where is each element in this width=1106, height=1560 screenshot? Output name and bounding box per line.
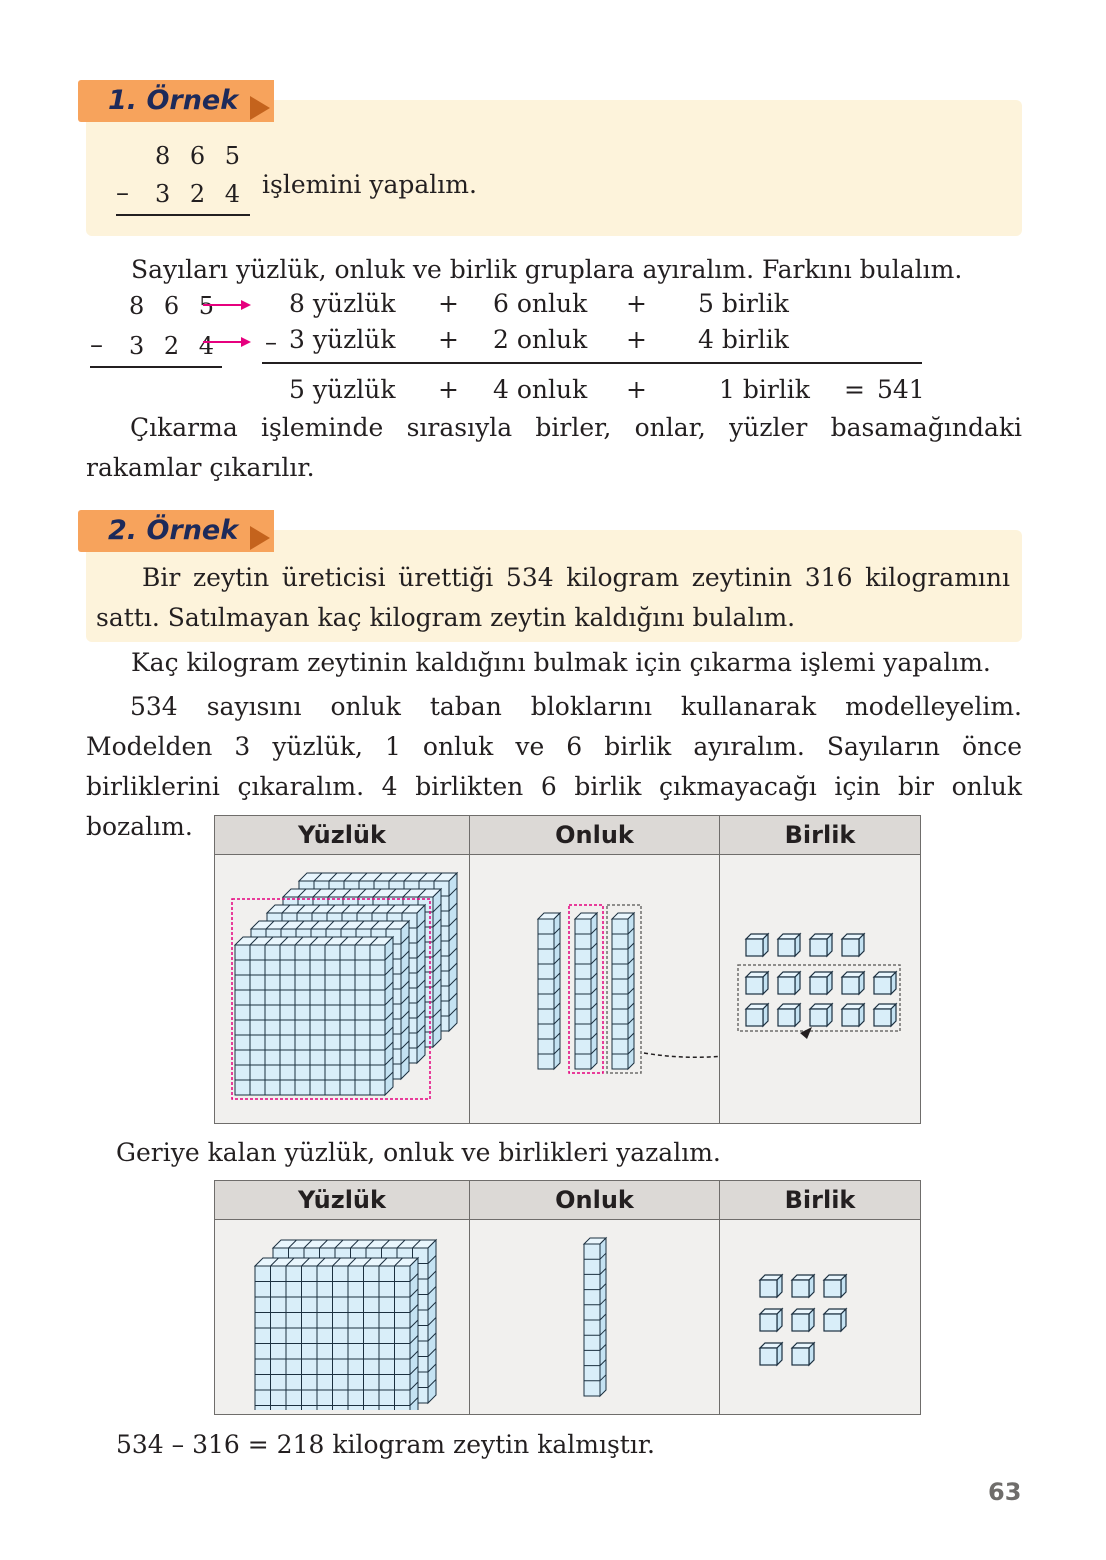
row1-ones: 5 birlik: [698, 289, 789, 318]
row2-minus-inner: –: [265, 328, 277, 356]
hundred-flat: [255, 1258, 418, 1410]
table1-tens-cell: [470, 855, 720, 1124]
result-tens: 4 onluk: [493, 375, 588, 404]
result-value: 541: [877, 375, 925, 404]
operation-line: [116, 214, 250, 216]
example-1-tab: 1. Örnek: [78, 80, 274, 122]
one-cube-regrouped: [746, 1004, 768, 1026]
row2-tens: 2 onluk: [493, 325, 588, 354]
one-cube-regrouped: [746, 972, 768, 994]
decomposition-intro: Sayıları yüzlük, onluk ve birlik gruplara ayıralım. Farkını bulalım.: [131, 255, 963, 284]
ten-rod: [575, 913, 597, 1069]
example-1-tab-arrow: [250, 96, 270, 120]
table1-hundreds-svg: [215, 855, 469, 1119]
row1-plus1: +: [438, 289, 459, 318]
table2-header-tens: Onluk: [470, 1181, 720, 1220]
table2-hundreds-cell: [215, 1220, 470, 1415]
hundred-flat: [235, 937, 393, 1095]
example-2-para2: 534 sayısını onluk taban bloklarını kullanarak modelleyelim. Modelden 3 yüzlük, 1 onluk ve 6 birlik ayıralım. Sayıların önce birliklerini çıkaralım. 4 birlikten 6 birlik çıkmayacağı için bir onluk bozalım.: [86, 692, 1022, 841]
one-cube-regrouped: [778, 972, 800, 994]
one-cube: [792, 1275, 814, 1297]
example-2-para1: Kaç kilogram zeytinin kaldığını bulmak için çıkarma işlemi yapalım.: [131, 648, 991, 677]
example-2-tab: 2. Örnek: [78, 510, 274, 552]
example-2-tab-arrow: [250, 526, 270, 550]
table1-tens-svg: [470, 855, 719, 1119]
result-equals: =: [844, 375, 865, 404]
table1-header-ones: Birlik: [720, 816, 921, 855]
one-cube: [760, 1275, 782, 1297]
row1-plus2: +: [626, 289, 647, 318]
result-hundreds: 5 yüzlük: [289, 375, 396, 404]
one-cube-regrouped: [874, 1004, 896, 1026]
row2-plus1: +: [438, 325, 459, 354]
one-cube: [824, 1309, 846, 1331]
one-cube: [760, 1343, 782, 1365]
row2-arrow: [203, 331, 253, 353]
table2-tens-svg: [470, 1220, 719, 1410]
table2-ones-cell: [720, 1220, 921, 1415]
one-cube-regrouped: [874, 972, 896, 994]
one-cube-regrouped: [842, 1004, 864, 1026]
instruction-text: işlemini yapalım.: [262, 170, 477, 199]
table2-header-ones: Birlik: [720, 1181, 921, 1220]
table2-ones-svg: [720, 1220, 920, 1410]
table2-hundreds-svg: [215, 1220, 469, 1410]
table1-header-hundreds: Yüzlük: [215, 816, 470, 855]
row2-ones: 4 birlik: [698, 325, 789, 354]
one-cube: [810, 934, 832, 956]
one-cube-regrouped: [810, 1004, 832, 1026]
minus-sign: –: [116, 178, 129, 208]
right-underline: [262, 362, 922, 364]
table1-ones-cell: [720, 855, 921, 1124]
minuend: 8 6 5: [155, 142, 247, 170]
final-answer: 534 – 316 = 218 kilogram zeytin kalmıştır.: [116, 1430, 655, 1459]
example-2-problem: Bir zeytin üreticisi ürettiği 534 kilogram zeytinin 316 kilogramını sattı. Satılmayan kaç kilogram zeytin kaldığını bulalım.: [96, 563, 1010, 632]
row2-plus2: +: [626, 325, 647, 354]
row2-hundreds: 3 yüzlük: [289, 325, 396, 354]
table2-header-hundreds: Yüzlük: [215, 1181, 470, 1220]
result-ones: 1 birlik: [719, 375, 810, 404]
regroup-arrow-line: [644, 1035, 719, 1057]
one-cube: [824, 1275, 846, 1297]
page-number: 63: [988, 1478, 1022, 1506]
result-plus1: +: [438, 375, 459, 404]
one-cube: [842, 934, 864, 956]
row2-number: 3 2 4: [129, 332, 221, 360]
row1-hundreds: 8 yüzlük: [289, 289, 396, 318]
row1-arrow: [203, 294, 253, 316]
table1-ones-svg: [720, 855, 920, 1119]
one-cube-regrouped: [842, 972, 864, 994]
one-cube: [792, 1309, 814, 1331]
decomposition-conclusion: Çıkarma işleminde sırasıyla birler, onlar, yüzler basamağındaki rakamlar çıkarılır.: [86, 413, 1022, 482]
one-cube: [778, 934, 800, 956]
one-cube-regrouped: [778, 1004, 800, 1026]
result-plus2: +: [626, 375, 647, 404]
ten-rod: [584, 1238, 606, 1396]
row2-minus: –: [90, 330, 103, 360]
table2-tens-cell: [470, 1220, 720, 1415]
ten-rod: [612, 913, 634, 1069]
left-underline: [90, 366, 222, 368]
leftover-text: Geriye kalan yüzlük, onluk ve birlikleri yazalım.: [116, 1138, 721, 1167]
row1-tens: 6 onluk: [493, 289, 588, 318]
base-ten-table-2: [214, 1180, 921, 1415]
row1-number: 8 6 5: [129, 292, 221, 320]
one-cube: [746, 934, 768, 956]
one-cube-regrouped: [810, 972, 832, 994]
one-cube: [760, 1309, 782, 1331]
subtrahend: 3 2 4: [155, 180, 247, 208]
table1-hundreds-cell: [215, 855, 470, 1124]
base-ten-table-1: [214, 815, 921, 1124]
one-cube: [792, 1343, 814, 1365]
regroup-arrow-head: [800, 1027, 812, 1039]
ten-rod: [538, 913, 560, 1069]
table1-header-tens: Onluk: [470, 816, 720, 855]
